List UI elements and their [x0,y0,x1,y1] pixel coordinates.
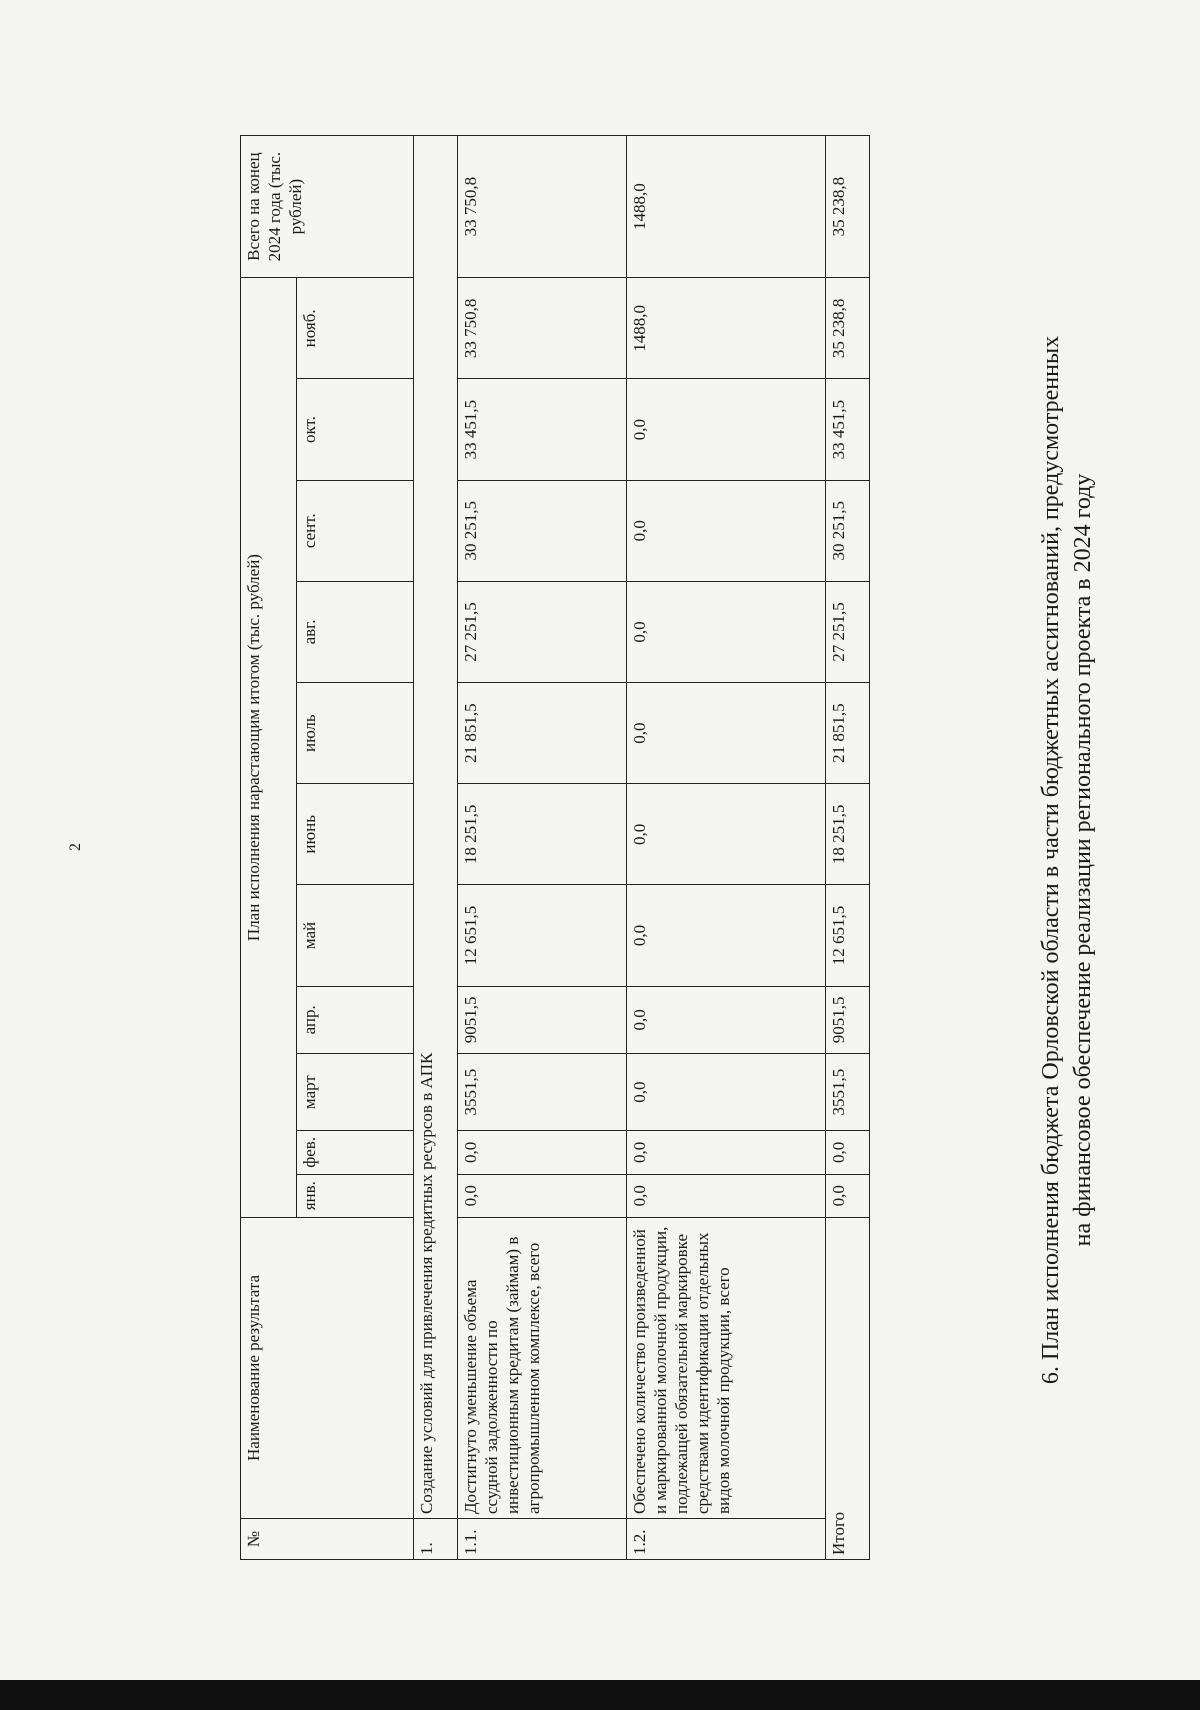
header-month: июль [296,683,414,784]
itogo-value: 21 851,5 [825,683,869,784]
itogo-value: 3551,5 [825,1054,869,1131]
header-month: авг. [296,581,414,682]
row-name: Обеспечено количество произведенной и маркированной молочной продукции, подлежащей обязательной маркировке средствами идентификации отдельных видов молочной продукции, всего [627,1217,825,1518]
row-value: 0,0 [627,1054,825,1131]
title-line-1: 6. План исполнения бюджета Орловской области в части бюджетных ассигнований, предусмотренных [1038,335,1064,1385]
row-value: 0,0 [458,1131,627,1174]
table-row [627,136,825,1560]
row-value: 0,0 [627,885,825,986]
title-line-2: на финансовое обеспечение реализации регионального проекта в 2024 году [1070,473,1096,1247]
itogo-value: 12 651,5 [825,885,869,986]
itogo-value: 9051,5 [825,986,869,1053]
scan-bottom-edge [0,1680,1200,1710]
row-value: 0,0 [627,986,825,1053]
itogo-value: 0,0 [825,1131,869,1174]
header-month: май [296,885,414,986]
header-month: фев. [296,1131,414,1174]
row-value: 0,0 [627,379,825,480]
header-row-1 [241,136,297,1560]
row-value: 33 750,8 [458,278,627,379]
header-name: Наименование результата [241,1217,414,1518]
section-num: 1. [414,1519,458,1560]
header-month: нояб. [296,278,414,379]
section-row [414,136,458,1560]
itogo-value: 18 251,5 [825,784,869,885]
row-value: 33 451,5 [458,379,627,480]
row-num: 1.2. [627,1519,825,1560]
header-plan: План исполнения нарастающим итогом (тыс. рублей) [241,278,297,1218]
itogo-value: 0,0 [825,1174,869,1217]
header-total: Всего на конец 2024 года (тыс. рублей) [241,136,414,278]
itogo-value: 27 251,5 [825,581,869,682]
row-total: 1488,0 [627,136,825,278]
row-value: 27 251,5 [458,581,627,682]
header-month: апр. [296,986,414,1053]
row-value: 30 251,5 [458,480,627,581]
row-num: 1.1. [458,1519,627,1560]
row-value: 18 251,5 [458,784,627,885]
page-number: 2 [67,843,84,851]
section-label: Создание условий для привлечения кредитных ресурсов в АПК [414,136,458,1519]
header-month: сент. [296,480,414,581]
header-month: июнь [296,784,414,885]
row-total: 33 750,8 [458,136,627,278]
itogo-value: 30 251,5 [825,480,869,581]
plan-table [240,135,870,1560]
row-value: 21 851,5 [458,683,627,784]
header-num: № [241,1519,414,1560]
header-month: янв. [296,1174,414,1217]
table-row [458,136,627,1560]
itogo-label: Итого [825,1217,869,1559]
row-value: 3551,5 [458,1054,627,1131]
row-value: 1488,0 [627,278,825,379]
row-value: 0,0 [627,683,825,784]
row-value: 0,0 [627,1131,825,1174]
row-value: 9051,5 [458,986,627,1053]
itogo-row [825,136,869,1560]
header-month: март [296,1054,414,1131]
row-value: 0,0 [627,784,825,885]
row-value: 0,0 [627,480,825,581]
itogo-total: 35 238,8 [825,136,869,278]
itogo-value: 35 238,8 [825,278,869,379]
row-value: 12 651,5 [458,885,627,986]
row-value: 0,0 [627,1174,825,1217]
itogo-value: 33 451,5 [825,379,869,480]
header-month: окт. [296,379,414,480]
row-value: 0,0 [627,581,825,682]
row-value: 0,0 [458,1174,627,1217]
row-name: Достигнуто уменьшение объема ссудной задолженности по инвестиционным кредитам (займам) в агропромышленном комплексе, всего [458,1217,627,1518]
